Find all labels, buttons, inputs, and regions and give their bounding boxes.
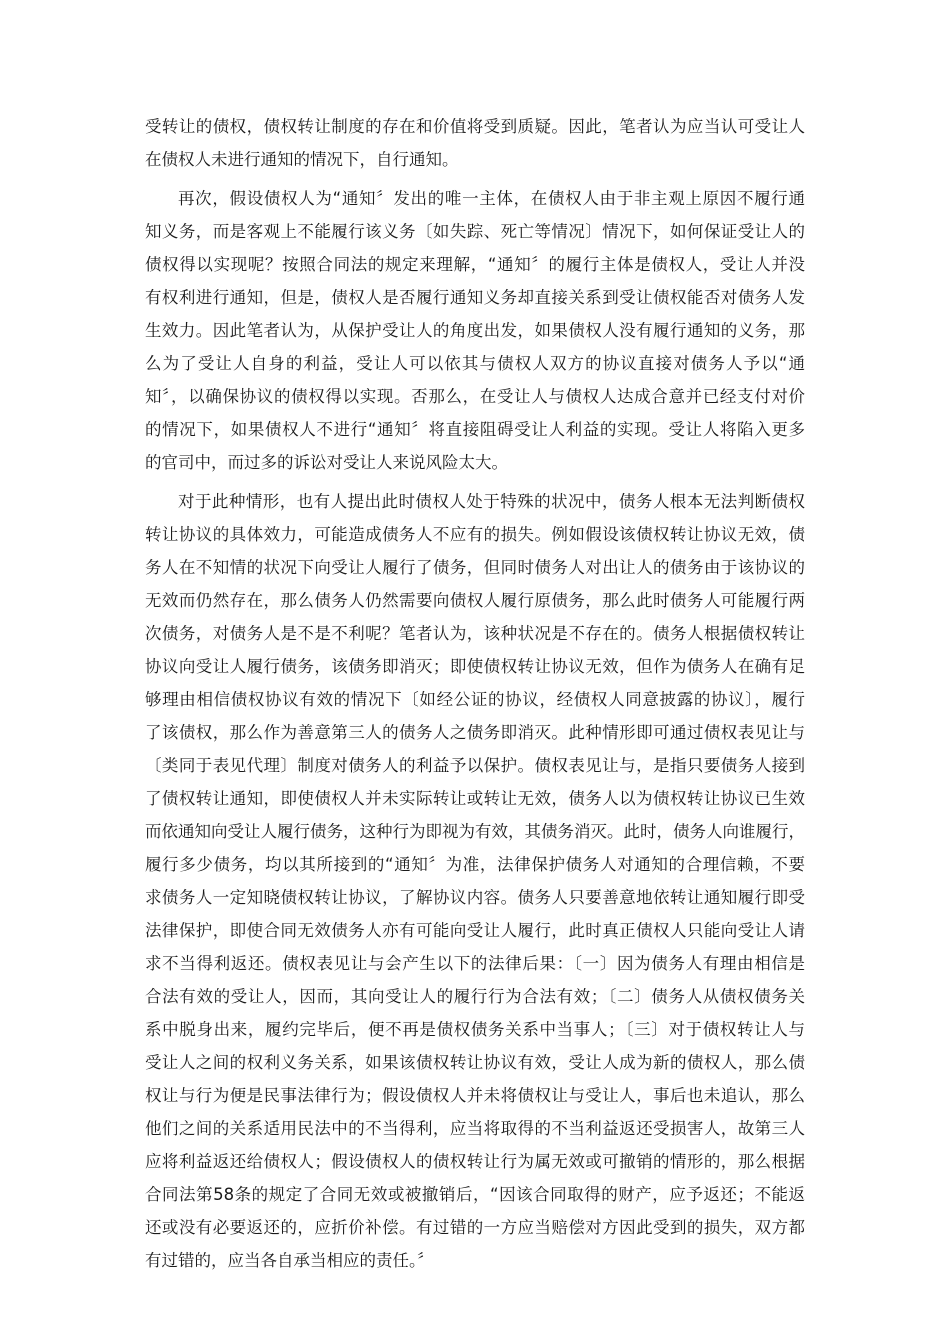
paragraph-2-line-8: 的情况下，如果债权人不进行“通知〞将直接阻碍受让人利益的实现。受让人将陷入更多 — [145, 420, 805, 439]
paragraph-2-line-2: 知义务，而是客观上不能履行该义务〔如失踪、死亡等情况〕情况下，如何保证受让人的 — [145, 222, 805, 241]
paragraph-3-line-17: 系中脱身出来，履约完毕后，便不再是债权债务关系中当事人；〔三〕对于债权转让人与 — [145, 1020, 805, 1039]
paragraph-3-line-14: 法律保护，即使合同无效债务人亦有可能向受让人履行，此时真正债权人只能向受让人请 — [145, 921, 805, 940]
paragraph-2-line-3: 债权得以实现呢？按照合同法的规定来理解，“通知〞的履行主体是债权人，受让人并没 — [145, 255, 805, 274]
paragraph-3-line-6: 协议向受让人履行债务，该债务即消灭；即使债权转让协议无效，但作为债务人在确有足 — [145, 657, 805, 676]
paragraph-3-line-13: 求债务人一定知晓债权转让协议，了解协议内容。债务人只要善意地依转让通知履行即受 — [145, 888, 805, 907]
paragraph-3-line-23: 还或没有必要返还的，应折价补偿。有过错的一方应当赔偿对方因此受到的损失，双方都 — [145, 1218, 805, 1237]
paragraph-3-line-2: 转让协议的具体效力，可能造成债务人不应有的损失。例如假设该债权转让协议无效，债 — [145, 525, 805, 544]
paragraph-1-line-2: 在债权人未进行通知的情况下，自行通知。 — [145, 150, 459, 169]
paragraph-2-line-4: 有权利进行通知，但是，债权人是否履行通知义务却直接关系到受让债权能否对债务人发 — [145, 288, 805, 307]
paragraph-3-line-19: 权让与行为便是民事法律行为；假设债权人并未将债权让与受让人，事后也未追认，那么 — [145, 1086, 805, 1105]
paragraph-3-line-4: 无效而仍然存在，那么债务人仍然需要向债权人履行原债务，那么此时债务人可能履行两 — [145, 591, 805, 610]
paragraph-3-line-21: 应将利益返还给债权人；假设债权人的债权转让行为属无效或可撤销的情形的，那么根据 — [145, 1152, 805, 1171]
paragraph-3-line-24: 有过错的，应当各自承当相应的责任。〞 — [145, 1251, 434, 1270]
paragraph-3-line-20: 他们之间的关系适用民法中的不当得利，应当将取得的不当利益返还受损害人，故第三人 — [145, 1119, 805, 1138]
paragraph-3-line-16: 合法有效的受让人，因而，其向受让人的履行行为合法有效；〔二〕债务人从债权债务关 — [145, 987, 805, 1006]
paragraph-2-line-1: 再次，假设债权人为“通知〞发出的唯一主体，在债权人由于非主观上原因不履行通 — [178, 189, 805, 208]
paragraph-3-line-5: 次债务，对债务人是不是不利呢？笔者认为，该种状况是不存在的。债务人根据债权转让 — [145, 624, 805, 643]
paragraph-3-line-11: 而依通知向受让人履行债务，这种行为即视为有效，其债务消灭。此时，债务人向谁履行， — [145, 822, 805, 841]
paragraph-3-line-10: 了债权转让通知，即使债权人并未实际转让或转让无效，债务人以为债权转让协议已生效 — [145, 789, 805, 808]
paragraph-3-line-18: 受让人之间的权利义务关系，如果该债权转让协议有效，受让人成为新的债权人，那么债 — [145, 1053, 805, 1072]
paragraph-3-line-7: 够理由相信债权协议有效的情况下〔如经公证的协议，经债权人同意披露的协议〕，履行 — [145, 690, 805, 709]
paragraph-3-line-15: 求不当得利返还。债权表见让与会产生以下的法律后果：〔一〕因为债务人有理由相信是 — [145, 954, 805, 973]
paragraph-3-line-9: 〔类同于表见代理〕制度对债务人的利益予以保护。债权表见让与，是指只要债务人接到 — [145, 756, 805, 775]
paragraph-2-line-7: 知〞，以确保协议的债权得以实现。否那么，在受让人与债权人达成合意并已经支付对价 — [145, 387, 805, 406]
paragraph-3-line-22: 合同法第58条的规定了合同无效或被撤销后，“因该合同取得的财产，应予返还；不能返 — [145, 1185, 805, 1204]
paragraph-3-line-3: 务人在不知情的状况下向受让人履行了债务，但同时债务人对出让人的债务由于该协议的 — [145, 558, 805, 577]
paragraph-2-line-9: 的官司中，而过多的诉讼对受让人来说风险太大。 — [145, 453, 508, 472]
paragraph-3-line-1: 对于此种情形，也有人提出此时债权人处于特殊的状况中，债务人根本无法判断债权 — [178, 492, 805, 511]
paragraph-2-line-5: 生效力。因此笔者认为，从保护受让人的角度出发，如果债权人没有履行通知的义务，那 — [145, 321, 805, 340]
paragraph-3-line-8: 了该债权，那么作为善意第三人的债务人之债务即消灭。此种情形即可通过债权表见让与 — [145, 723, 805, 742]
paragraph-1-line-1: 受转让的债权，债权转让制度的存在和价值将受到质疑。因此，笔者认为应当认可受让人 — [145, 117, 805, 136]
paragraph-2-line-6: 么为了受让人自身的利益，受让人可以依其与债权人双方的协议直接对债务人予以“通 — [145, 354, 805, 373]
paragraph-3-line-12: 履行多少债务，均以其所接到的“通知〞为准，法律保护债务人对通知的合理信赖，不要 — [145, 855, 805, 874]
